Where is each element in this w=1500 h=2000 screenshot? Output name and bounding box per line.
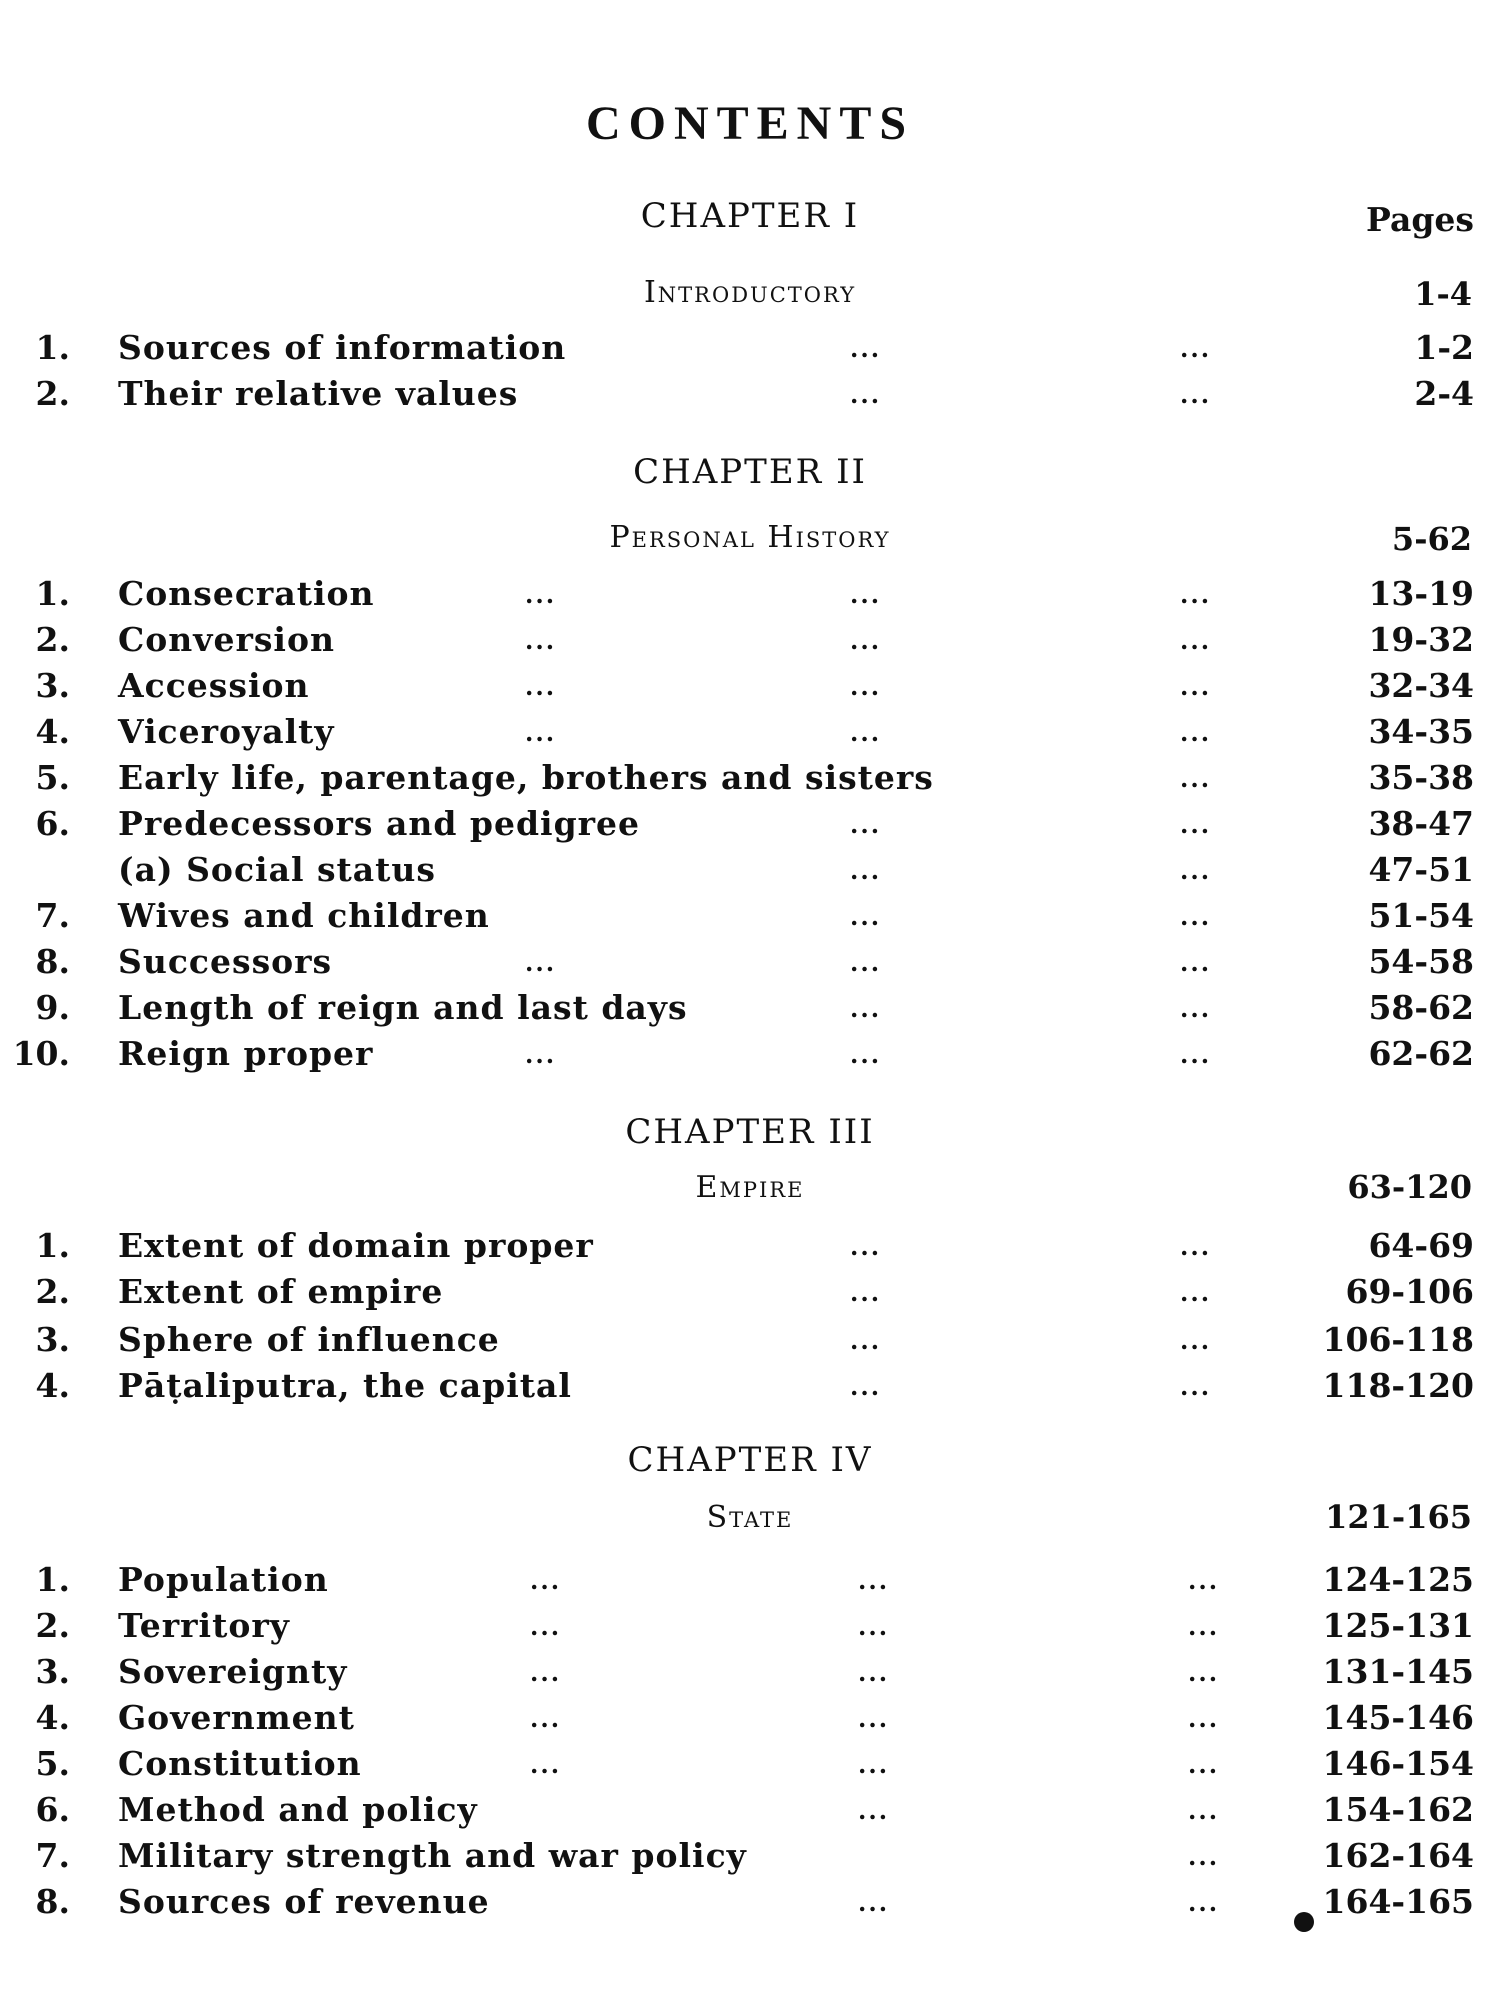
toc-entry <box>0 620 1500 666</box>
entry-number: 3. <box>35 1652 70 1691</box>
leader-dots: ... <box>850 580 882 609</box>
entry-pages: 54-58 <box>1368 942 1474 981</box>
entry-pages: 2-4 <box>1414 374 1474 413</box>
leader-dots: ... <box>858 1888 890 1917</box>
ink-blot <box>1294 1912 1314 1932</box>
leader-dots: ... <box>1180 718 1212 747</box>
leader-dots: ... <box>1180 902 1212 931</box>
entry-pages: 118-120 <box>1322 1366 1474 1405</box>
entry-label: Sources of information <box>118 328 567 367</box>
leader-dots: ... <box>858 1750 890 1779</box>
entry-label: Method and policy <box>118 1790 478 1829</box>
leader-dots: ... <box>850 626 882 655</box>
leader-dots: ... <box>1188 1658 1220 1687</box>
pages-column-header: Pages <box>1366 200 1474 239</box>
toc-entry <box>0 1366 1500 1412</box>
entry-number: 5. <box>35 1744 70 1783</box>
leader-dots: ... <box>530 1658 562 1687</box>
page-title: CONTENTS <box>585 97 915 150</box>
leader-dots: ... <box>1188 1796 1220 1825</box>
leader-dots: ... <box>858 1658 890 1687</box>
leader-dots: ... <box>1180 1040 1212 1069</box>
leader-dots: ... <box>525 948 557 977</box>
entry-pages: 124-125 <box>1322 1560 1474 1599</box>
leader-dots: ... <box>858 1612 890 1641</box>
leader-dots: ... <box>1180 994 1212 1023</box>
toc-entry <box>0 804 1500 850</box>
chapter-heading: CHAPTER III <box>625 1112 875 1152</box>
leader-dots: ... <box>1180 380 1212 409</box>
entry-label: Extent of empire <box>118 1272 444 1311</box>
entry-pages: 106-118 <box>1322 1320 1474 1359</box>
entry-number: 8. <box>35 942 70 981</box>
leader-dots: ... <box>858 1704 890 1733</box>
entry-number: 1. <box>35 328 70 367</box>
leader-dots: ... <box>1188 1612 1220 1641</box>
leader-dots: ... <box>530 1612 562 1641</box>
leader-dots: ... <box>1180 1372 1212 1401</box>
entry-label: Reign proper <box>118 1034 374 1073</box>
entry-pages: 38-47 <box>1368 804 1474 843</box>
entry-pages: 47-51 <box>1368 850 1474 889</box>
leader-dots: ... <box>1180 764 1212 793</box>
leader-dots: ... <box>1180 672 1212 701</box>
entry-pages: 146-154 <box>1322 1744 1474 1783</box>
toc-entry <box>0 1698 1500 1744</box>
leader-dots: ... <box>530 1566 562 1595</box>
leader-dots: ... <box>1180 1232 1212 1261</box>
entry-number: 2. <box>35 1606 70 1645</box>
leader-dots: ... <box>1188 1704 1220 1733</box>
entry-pages: 51-54 <box>1368 896 1474 935</box>
section-page-range: 121-165 <box>1325 1498 1472 1536</box>
entry-number: 1. <box>35 1226 70 1265</box>
entry-label: Sovereignty <box>118 1652 348 1691</box>
entry-label: (a) Social status <box>118 850 436 889</box>
leader-dots: ... <box>530 1750 562 1779</box>
section-page-range: 5-62 <box>1391 520 1472 558</box>
entry-pages: 145-146 <box>1322 1698 1474 1737</box>
leader-dots: ... <box>850 1232 882 1261</box>
leader-dots: ... <box>1180 334 1212 363</box>
leader-dots: ... <box>530 1704 562 1733</box>
leader-dots: ... <box>850 1278 882 1307</box>
toc-entry <box>0 1272 1500 1318</box>
leader-dots: ... <box>858 1566 890 1595</box>
entry-number: 7. <box>35 896 70 935</box>
toc-entry <box>0 1320 1500 1366</box>
entry-number: 4. <box>35 1698 70 1737</box>
entry-number: 10. <box>12 1034 70 1073</box>
toc-entry <box>0 574 1500 620</box>
leader-dots: ... <box>850 1326 882 1355</box>
entry-label: Accession <box>118 666 310 705</box>
leader-dots: ... <box>850 902 882 931</box>
toc-entry <box>0 758 1500 804</box>
entry-label: Sources of revenue <box>118 1882 490 1921</box>
entry-number: 9. <box>35 988 70 1027</box>
entry-pages: 154-162 <box>1322 1790 1474 1829</box>
toc-entry <box>0 1836 1500 1882</box>
section-title: Empire <box>695 1170 805 1205</box>
entry-label: Successors <box>118 942 333 981</box>
leader-dots: ... <box>1188 1566 1220 1595</box>
leader-dots: ... <box>1180 1326 1212 1355</box>
entry-pages: 32-34 <box>1368 666 1474 705</box>
toc-entry <box>0 374 1500 420</box>
entry-number: 4. <box>35 1366 70 1405</box>
leader-dots: ... <box>850 1040 882 1069</box>
leader-dots: ... <box>850 672 882 701</box>
leader-dots: ... <box>850 948 882 977</box>
leader-dots: ... <box>1180 1278 1212 1307</box>
leader-dots: ... <box>525 626 557 655</box>
entry-number: 3. <box>35 1320 70 1359</box>
leader-dots: ... <box>525 672 557 701</box>
toc-entry <box>0 666 1500 712</box>
leader-dots: ... <box>1180 626 1212 655</box>
leader-dots: ... <box>850 994 882 1023</box>
toc-entry <box>0 988 1500 1034</box>
entry-pages: 34-35 <box>1368 712 1474 751</box>
leader-dots: ... <box>850 856 882 885</box>
toc-entry <box>0 1606 1500 1652</box>
entry-pages: 162-164 <box>1322 1836 1474 1875</box>
leader-dots: ... <box>858 1796 890 1825</box>
leader-dots: ... <box>850 1372 882 1401</box>
leader-dots: ... <box>1180 948 1212 977</box>
section-page-range: 63-120 <box>1347 1168 1472 1206</box>
toc-entry <box>0 942 1500 988</box>
entry-label: Consecration <box>118 574 375 613</box>
toc-entry <box>0 328 1500 374</box>
entry-pages: 35-38 <box>1368 758 1474 797</box>
entry-number: 1. <box>35 1560 70 1599</box>
leader-dots: ... <box>850 810 882 839</box>
entry-label: Sphere of influence <box>118 1320 500 1359</box>
entry-label: Wives and children <box>118 896 490 935</box>
leader-dots: ... <box>525 580 557 609</box>
entry-label: Early life, parentage, brothers and sisters <box>118 758 934 797</box>
chapter-heading: CHAPTER IV <box>627 1440 873 1480</box>
entry-number: 2. <box>35 620 70 659</box>
entry-pages: 64-69 <box>1368 1226 1474 1265</box>
entry-label: Extent of domain proper <box>118 1226 594 1265</box>
leader-dots: ... <box>1188 1842 1220 1871</box>
chapter-heading: CHAPTER I <box>640 196 860 236</box>
entry-label: Viceroyalty <box>118 712 335 751</box>
entry-number: 8. <box>35 1882 70 1921</box>
entry-label: Pāṭaliputra, the capital <box>118 1366 572 1405</box>
toc-entry <box>0 1882 1500 1928</box>
section-title: Introductory <box>643 275 857 310</box>
leader-dots: ... <box>525 718 557 747</box>
entry-number: 2. <box>35 374 70 413</box>
entry-pages: 1-2 <box>1414 328 1474 367</box>
entry-label: Constitution <box>118 1744 362 1783</box>
toc-entry <box>0 1790 1500 1836</box>
chapter-heading: CHAPTER II <box>633 452 867 492</box>
section-page-range: 1-4 <box>1414 275 1472 313</box>
toc-entry <box>0 850 1500 896</box>
toc-entry <box>0 1034 1500 1080</box>
section-title: State <box>706 1500 794 1535</box>
entry-pages: 125-131 <box>1322 1606 1474 1645</box>
entry-number: 6. <box>35 804 70 843</box>
leader-dots: ... <box>850 380 882 409</box>
toc-entry <box>0 1560 1500 1606</box>
entry-label: Predecessors and pedigree <box>118 804 641 843</box>
entry-label: Military strength and war policy <box>118 1836 747 1875</box>
entry-number: 5. <box>35 758 70 797</box>
entry-label: Conversion <box>118 620 335 659</box>
entry-label: Territory <box>118 1606 290 1645</box>
entry-pages: 19-32 <box>1368 620 1474 659</box>
entry-pages: 58-62 <box>1368 988 1474 1027</box>
toc-entry <box>0 1652 1500 1698</box>
toc-entry <box>0 1744 1500 1790</box>
entry-label: Their relative values <box>118 374 519 413</box>
leader-dots: ... <box>850 334 882 363</box>
entry-number: 3. <box>35 666 70 705</box>
entry-pages: 13-19 <box>1368 574 1474 613</box>
leader-dots: ... <box>1180 580 1212 609</box>
entry-label: Length of reign and last days <box>118 988 688 1027</box>
leader-dots: ... <box>850 718 882 747</box>
toc-entry <box>0 896 1500 942</box>
entry-number: 1. <box>35 574 70 613</box>
leader-dots: ... <box>1188 1750 1220 1779</box>
entry-label: Population <box>118 1560 329 1599</box>
leader-dots: ... <box>1180 810 1212 839</box>
toc-entry <box>0 712 1500 758</box>
entry-number: 2. <box>35 1272 70 1311</box>
section-title: Personal History <box>609 520 891 555</box>
toc-entry <box>0 1226 1500 1272</box>
entry-label: Government <box>118 1698 355 1737</box>
leader-dots: ... <box>525 1040 557 1069</box>
entry-pages: 69-106 <box>1345 1272 1474 1311</box>
entry-number: 7. <box>35 1836 70 1875</box>
entry-pages: 131-145 <box>1322 1652 1474 1691</box>
entry-number: 4. <box>35 712 70 751</box>
entry-number: 6. <box>35 1790 70 1829</box>
entry-pages: 164-165 <box>1322 1882 1474 1921</box>
entry-pages: 62-62 <box>1368 1034 1474 1073</box>
leader-dots: ... <box>1188 1888 1220 1917</box>
leader-dots: ... <box>1180 856 1212 885</box>
